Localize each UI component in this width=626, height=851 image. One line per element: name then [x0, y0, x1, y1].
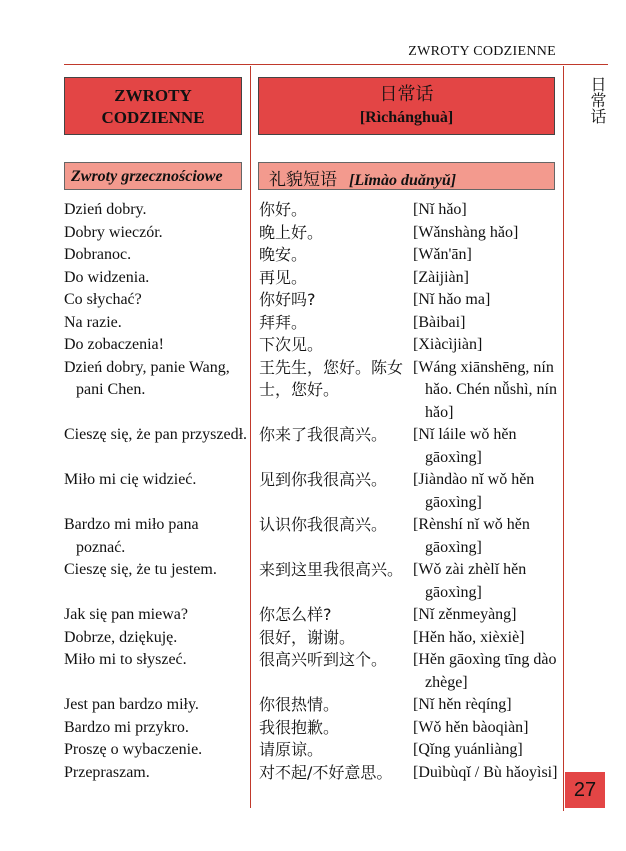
pinyin-phrase: [Wǎn'ān] [413, 246, 472, 263]
pinyin-phrase: [Qǐng yuánliàng] [413, 741, 523, 758]
polish-phrase: Bardzo mi przykro. [64, 718, 189, 736]
pinyin-phrase: [Bàibai] [413, 313, 466, 331]
chinese-title: 日常话 [379, 84, 434, 105]
polish-phrase: Dzień dobry, panie Wang, pani Chen. [64, 358, 230, 398]
pinyin-phrase: [Hěn gāoxìng tīng dào zhège] [413, 651, 557, 691]
polish-phrase: Do zobaczenia! [64, 336, 164, 353]
chinese-phrase: 请原谅。 [259, 740, 324, 759]
polish-section-heading: Zwroty grzecznościowe [64, 162, 242, 190]
chinese-phrase: 很高兴听到这个。 [259, 650, 388, 669]
header-rule [64, 64, 608, 65]
polish-phrase: Miło mi cię widzieć. [64, 471, 197, 488]
chinese-phrase: 你好吗? [259, 290, 316, 309]
polish-phrase: Miło mi to słyszeć. [64, 651, 187, 668]
chinese-title-pinyin: [Rìchánghuà] [359, 109, 454, 126]
polish-phrase: Dobry wieczór. [64, 223, 163, 241]
chinese-section-text: 礼貌短语 [269, 170, 337, 190]
polish-phrase: Dobranoc. [64, 246, 132, 263]
polish-title-box: ZWROTY CODZIENNE [64, 77, 242, 135]
running-head: ZWROTY CODZIENNE [408, 44, 556, 59]
chinese-phrase: 认识你我很高兴。 [259, 515, 388, 534]
polish-phrase: Dobrze, dziękuję. [64, 628, 178, 646]
pinyin-phrase: [Rènshí nǐ wǒ hěn gāoxìng] [413, 516, 530, 556]
chinese-phrase: 见到你我很高兴。 [259, 470, 388, 489]
pinyin-phrase: [Nǐ hěn rèqíng] [413, 696, 512, 713]
chinese-phrase: 拜拜。 [259, 312, 308, 332]
polish-phrase: Przepraszam. [64, 763, 150, 781]
pinyin-phrase: [Wǎnshàng hǎo] [413, 223, 519, 241]
polish-phrase: Cieszę się, że pan przyszedł. [64, 426, 248, 443]
polish-phrase: Jak się pan miewa? [64, 606, 188, 623]
polish-phrase: Proszę o wybaczenie. [64, 741, 203, 758]
chinese-phrase: 你好。 [259, 200, 308, 219]
chinese-title-box [258, 77, 555, 135]
chinese-section-pinyin: [Lǐmào duǎnyǔ] [349, 172, 457, 189]
chinese-section-heading [258, 162, 555, 190]
pinyin-phrase: [Duìbùqǐ / Bù hǎoyìsi] [413, 763, 558, 781]
chinese-phrase: 来到这里我很高兴。 [259, 560, 404, 579]
pinyin-phrase: [Nǐ hǎo ma] [413, 291, 491, 308]
polish-phrase: Bardzo mi miło pana poznać. [64, 516, 199, 556]
pinyin-phrase: [Wáng xiānshēng, nín hǎo. Chén nǚshì, nín hǎo] [413, 358, 557, 421]
polish-phrase: Na razie. [64, 313, 122, 331]
pinyin-phrase: [Xiàcìjiàn] [413, 336, 483, 353]
chinese-phrase: 下次见。 [259, 335, 324, 354]
chinese-phrase: 你很热情。 [259, 695, 340, 714]
pinyin-phrase: [Zàijiàn] [413, 268, 469, 286]
chinese-phrase: 晚安。 [259, 245, 308, 264]
chinese-phrase: 很好，谢谢。 [259, 627, 356, 647]
pinyin-phrase: [Nǐ zěnmeyàng] [413, 606, 517, 623]
chinese-phrase: 再见。 [259, 267, 308, 287]
polish-phrase: Co słychać? [64, 291, 142, 308]
polish-phrase: Cieszę się, że tu jestem. [64, 561, 217, 578]
chinese-phrase: 你怎么样? [259, 605, 332, 624]
chinese-phrase: 对不起/不好意思。 [259, 762, 393, 782]
polish-phrase: Jest pan bardzo miły. [64, 696, 199, 713]
polish-phrase: Do widzenia. [64, 268, 150, 286]
chinese-phrase: 我很抱歉。 [259, 717, 340, 737]
chinese-phrase: 你来了我很高兴。 [259, 425, 388, 444]
polish-phrase: Dzień dobry. [64, 201, 147, 218]
margin-divider [563, 66, 564, 811]
pinyin-phrase: [Nǐ hǎo] [413, 201, 467, 218]
pinyin-phrase: [Hěn hǎo, xièxiè] [413, 628, 525, 646]
chinese-phrase: 晚上好。 [259, 222, 324, 242]
page-number: 27 [565, 772, 605, 808]
chinese-phrase: 王先生，您好。陈女士，您好。 [259, 357, 404, 399]
pinyin-phrase: [Wǒ zài zhèlǐ hěn gāoxìng] [413, 561, 527, 601]
pinyin-phrase: [Jiàndào nǐ wǒ hěn gāoxìng] [413, 471, 535, 511]
pinyin-phrase: [Nǐ láile wǒ hěn gāoxìng] [413, 426, 517, 466]
side-tab-label: 日常话 [588, 76, 607, 124]
column-divider [250, 66, 251, 808]
pinyin-phrase: [Wǒ hěn bàoqiàn] [413, 718, 529, 736]
